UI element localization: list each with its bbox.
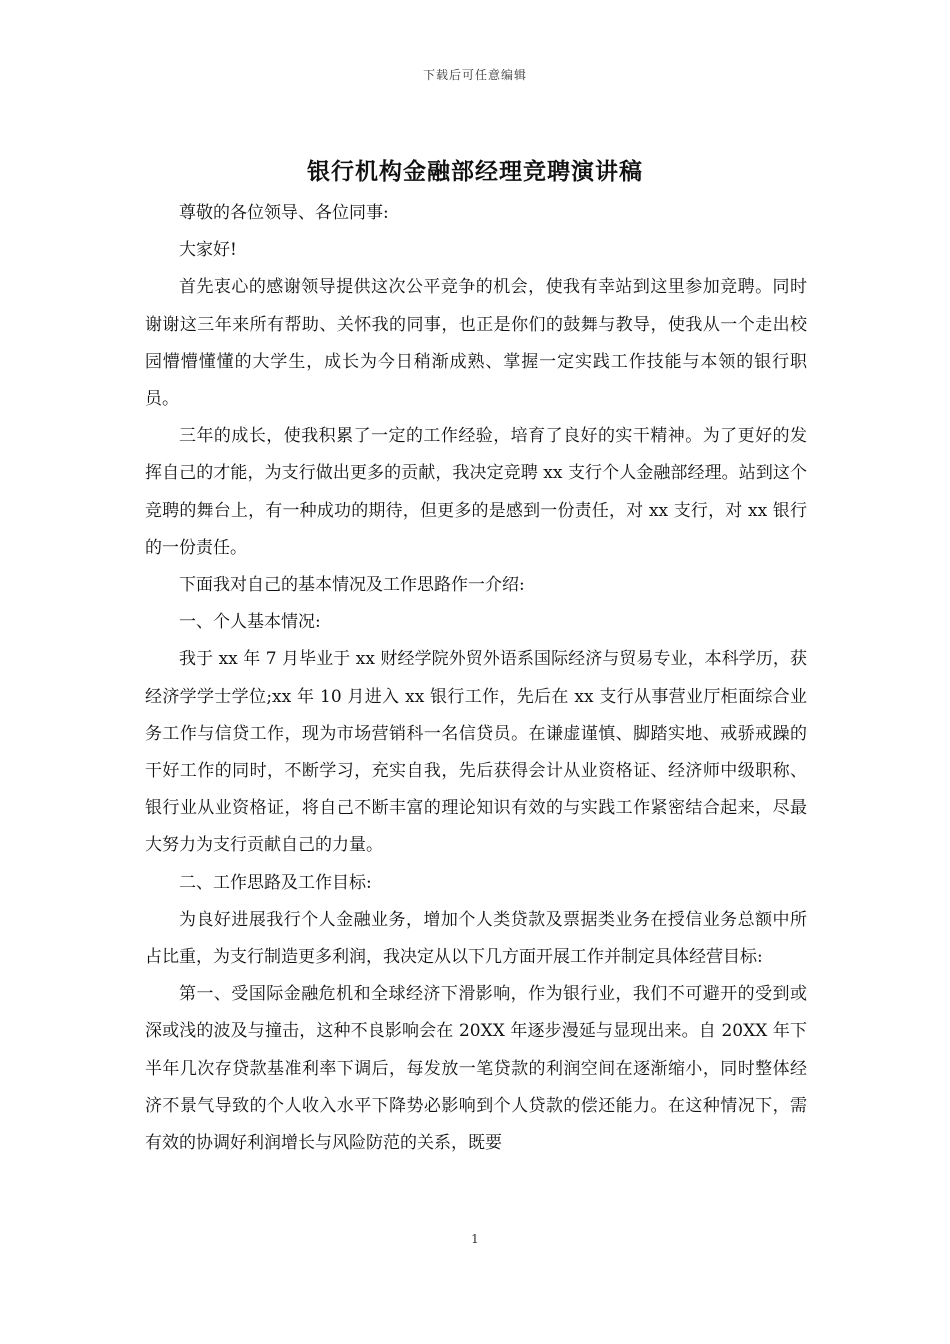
body-paragraph: 为良好进展我行个人金融业务，增加个人类贷款及票据类业务在授信业务总额中所占比重，为支行制造更多利润，我决定从以下几方面开展工作并制定具体经营目标: — [145, 909, 807, 968]
greeting: 大家好! — [179, 240, 237, 261]
body-paragraph: 三年的成长，使我积累了一定的工作经验，培育了良好的实干精神。为了更好的发挥自己的才能，为支行做出更多的贡献，我决定竞聘 xx 支行个人金融部经理。站到这个竞聘的舞台上，有一种成功的期待，但更多的是感到一份责任，对 xx 支行，对 xx 银行的一份责任。 — [145, 426, 807, 558]
document-body — [145, 195, 807, 1162]
page-number: 1 — [471, 1232, 479, 1246]
page-header: 下载后可任意编辑 — [422, 68, 527, 82]
document-title: 银行机构金融部经理竞聘演讲稿 — [307, 158, 643, 185]
body-paragraph: 下面我对自己的基本情况及工作思路作一介绍: — [179, 575, 525, 596]
body-paragraph: 首先衷心的感谢领导提供这次公平竞争的机会，使我有幸站到这里参加竞聘。同时谢谢这三年来所有帮助、关怀我的同事，也正是你们的鼓舞与教导，使我从一个走出校园懵懵懂懂的大学生，成长为今日稍渐成熟、掌握一定实践工作技能与本领的银行职员。 — [145, 277, 807, 410]
body-paragraph: 第一、受国际金融危机和全球经济下滑影响，作为银行业，我们不可避开的受到或深或浅的波及与撞击，这种不良影响会在 20XX 年逐步漫延与显现出来。自 20XX 年下半年几次存贷款基准利率下调后，每发放一笔贷款的利润空间在逐渐缩小，同时整体经济不景气导致的个人收入水平下降势必影响到个人贷款的偿还能力。在这种情况下，需有效的协调好利润增长与风险防范的关系，既要 — [145, 984, 807, 1154]
body-paragraph: 我于 xx 年 7 月毕业于 xx 财经学院外贸外语系国际经济与贸易专业，本科学历，获经济学学士学位;xx 年 10 月进入 xx 银行工作，先后在 xx 支行从事营业厅柜面综合业务工作与信贷工作，现为市场营销科一名信贷员。在谦虚谨慎、脚踏实地、戒骄戒躁的干好工作的同时，不断学习，充实自我，先后获得会计从业资格证、经济师中级职称、银行业从业资格证，将自己不断丰富的理论知识有效的与实践工作紧密结合起来，尽最大努力为支行贡献自己的力量。 — [145, 649, 807, 856]
salutation: 尊敬的各位领导、各位同事: — [179, 203, 389, 223]
section-heading: 一、个人基本情况: — [179, 612, 321, 633]
section-heading: 二、工作思路及工作目标: — [179, 872, 372, 893]
